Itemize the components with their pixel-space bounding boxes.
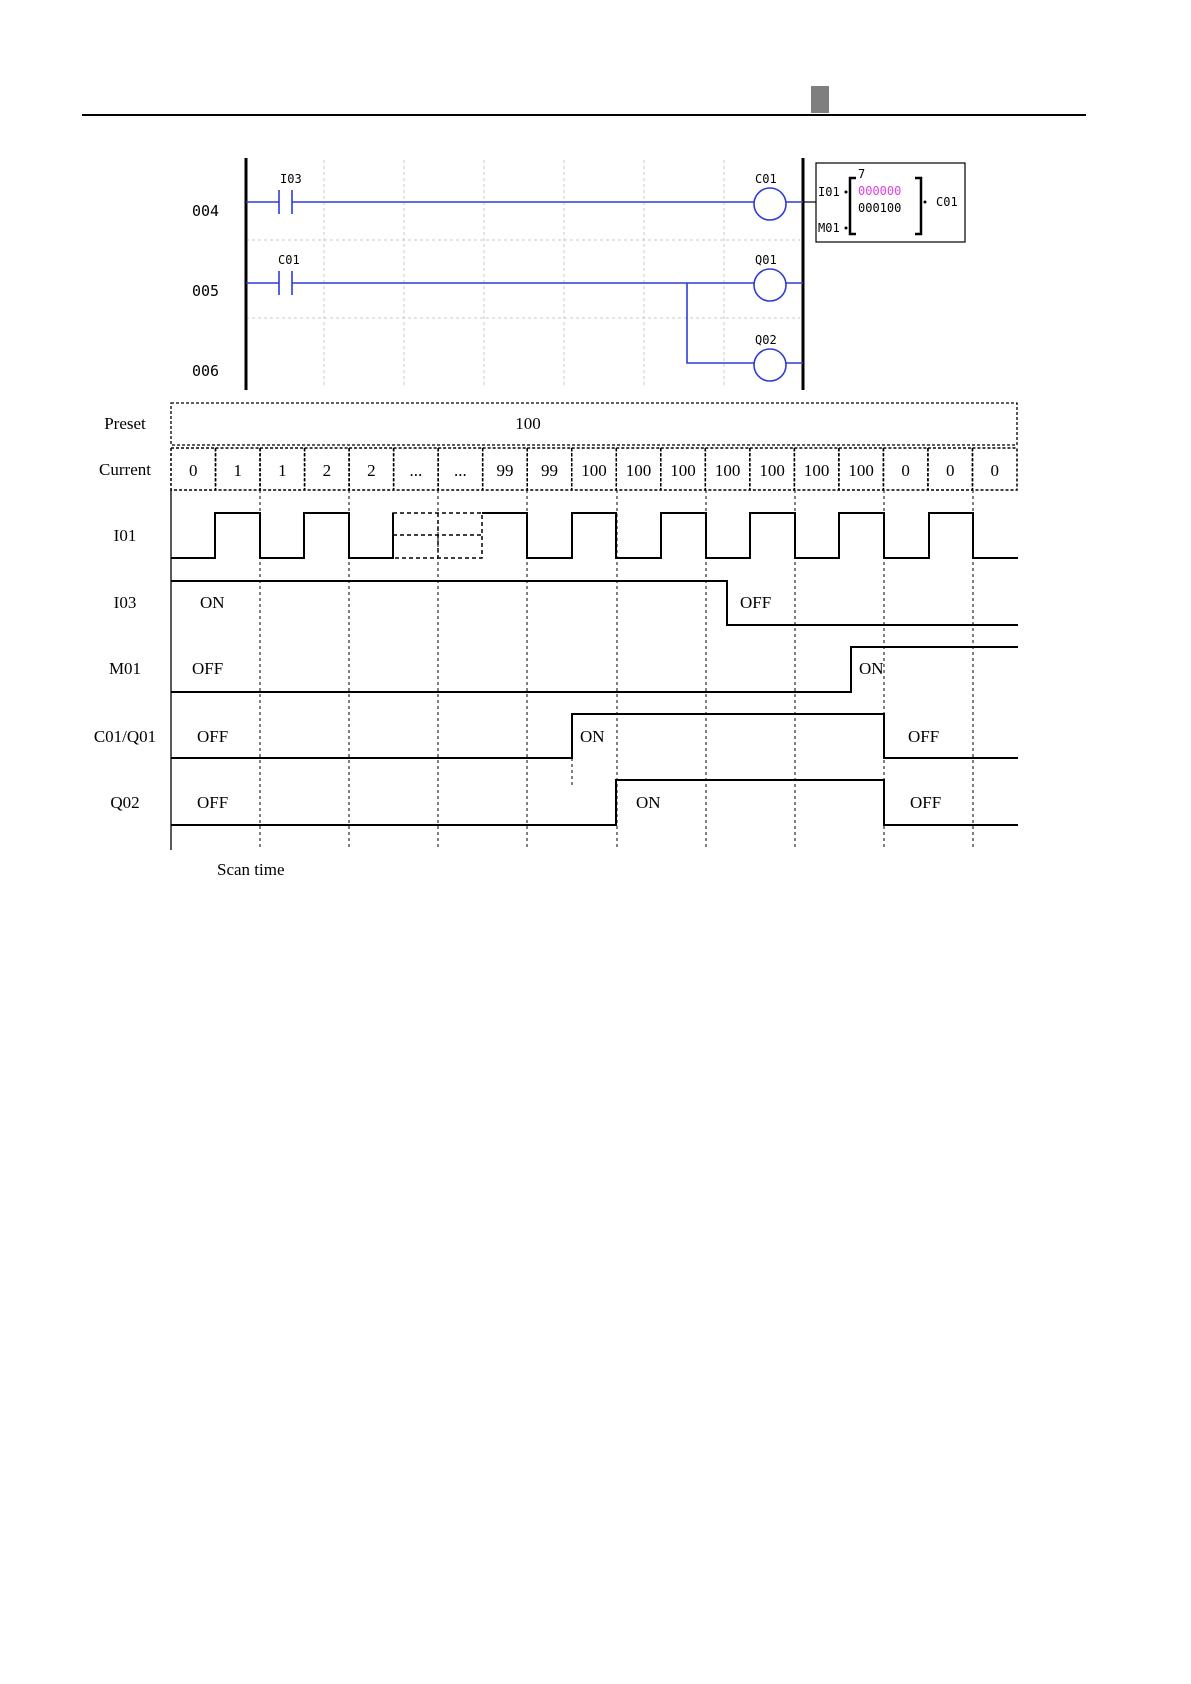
- coil-label: C01: [755, 172, 777, 186]
- current-value-cell: [438, 448, 483, 490]
- signal-state-label: OFF: [740, 593, 772, 612]
- current-value: 2: [322, 461, 332, 480]
- contact-label: C01: [278, 253, 300, 267]
- signal-state-label: OFF: [908, 727, 940, 746]
- current-value-cell: [527, 448, 572, 490]
- current-value: 99: [540, 461, 558, 480]
- current-value: 100: [670, 461, 696, 480]
- current-value-cell: [305, 448, 350, 490]
- current-value: ...: [409, 461, 423, 480]
- current-value-cell: [750, 448, 795, 490]
- counter-reset-label: M01: [818, 221, 840, 235]
- current-value: 0: [901, 461, 910, 480]
- current-row: [171, 448, 1017, 490]
- contact-c01: [278, 253, 300, 295]
- i03-waveform: [171, 581, 1018, 625]
- counter-preset-value: 000100: [858, 201, 902, 215]
- current-value: 100: [625, 461, 652, 480]
- current-value-cell: [616, 448, 661, 490]
- current-value-cell: [483, 448, 528, 490]
- q02-waveform: [171, 780, 1018, 825]
- signal-state-label: ON: [580, 727, 605, 746]
- signal-state-label: ON: [200, 593, 225, 612]
- current-value-cell: [883, 448, 928, 490]
- current-value-cell: [839, 448, 884, 490]
- counter-block: [803, 163, 965, 242]
- current-value: 100: [714, 461, 741, 480]
- current-value-cell: [349, 448, 394, 490]
- coil-q01: [754, 253, 786, 301]
- signal-name: M01: [108, 659, 142, 678]
- counter-input-label: I01: [818, 185, 840, 199]
- signal-state-label: OFF: [197, 793, 229, 812]
- counter-current-value: 000000: [858, 184, 902, 198]
- current-value-cell: [572, 448, 617, 490]
- coil-q02: [754, 333, 786, 381]
- current-value-cell: [216, 448, 261, 490]
- current-value: 0: [189, 461, 198, 480]
- current-value: 0: [945, 461, 955, 480]
- current-value: 1: [278, 461, 287, 480]
- counter-name: C01: [936, 195, 958, 209]
- current-value: 2: [367, 461, 376, 480]
- coil-c01: [754, 172, 786, 220]
- current-value: 99: [496, 461, 514, 480]
- current-value: 0: [990, 461, 999, 480]
- current-value: 100: [581, 461, 607, 480]
- rung-number: 005: [192, 282, 220, 300]
- preset-value: 100: [515, 414, 541, 433]
- current-value: 1: [233, 461, 243, 480]
- counter-mode: 7: [858, 167, 866, 181]
- coil-label: Q01: [755, 253, 777, 267]
- signal-name: I01: [113, 526, 137, 545]
- signal-state-label: ON: [636, 793, 661, 812]
- i01-ellipsis-pulses: [393, 513, 482, 558]
- current-value-cell: [394, 448, 439, 490]
- current-label: Current: [99, 460, 151, 479]
- current-value: ...: [454, 461, 467, 480]
- signal-name: C01/Q01: [93, 727, 157, 746]
- current-value-cell: [794, 448, 839, 490]
- current-value-cell: [928, 448, 973, 490]
- current-value-cell: [661, 448, 706, 490]
- preset-cell: [171, 403, 1017, 445]
- ladder-wires: [246, 202, 803, 363]
- signal-state-label: OFF: [197, 727, 229, 746]
- signal-name: I03: [113, 593, 137, 612]
- i01-waveform: [171, 513, 1018, 558]
- current-value-cell: [705, 448, 750, 490]
- counter-left-bracket: [850, 178, 856, 234]
- signal-state-label: ON: [859, 659, 884, 678]
- rung-number: 004: [192, 202, 220, 220]
- rung-number: 006: [192, 362, 220, 380]
- m01-waveform: [171, 647, 1018, 692]
- signal-state-label: OFF: [192, 659, 224, 678]
- coil-label: Q02: [755, 333, 777, 347]
- signal-state-label: OFF: [910, 793, 942, 812]
- contact-label: I03: [280, 172, 302, 186]
- current-value: 100: [803, 461, 830, 480]
- timing-chart: [94, 403, 1018, 879]
- current-value: 100: [848, 461, 874, 480]
- current-value-cell: [972, 448, 1017, 490]
- preset-label: Preset: [104, 414, 146, 433]
- contact-i03: [279, 172, 302, 214]
- current-value-cell: [171, 448, 216, 490]
- current-value-cell: [260, 448, 305, 490]
- scan-time-label: Scan time: [217, 860, 285, 879]
- ladder-diagram: [192, 158, 965, 390]
- current-value: 100: [759, 461, 785, 480]
- counter-right-bracket: [915, 178, 921, 234]
- signal-name: Q02: [110, 793, 140, 812]
- ladder-grid: [246, 160, 800, 388]
